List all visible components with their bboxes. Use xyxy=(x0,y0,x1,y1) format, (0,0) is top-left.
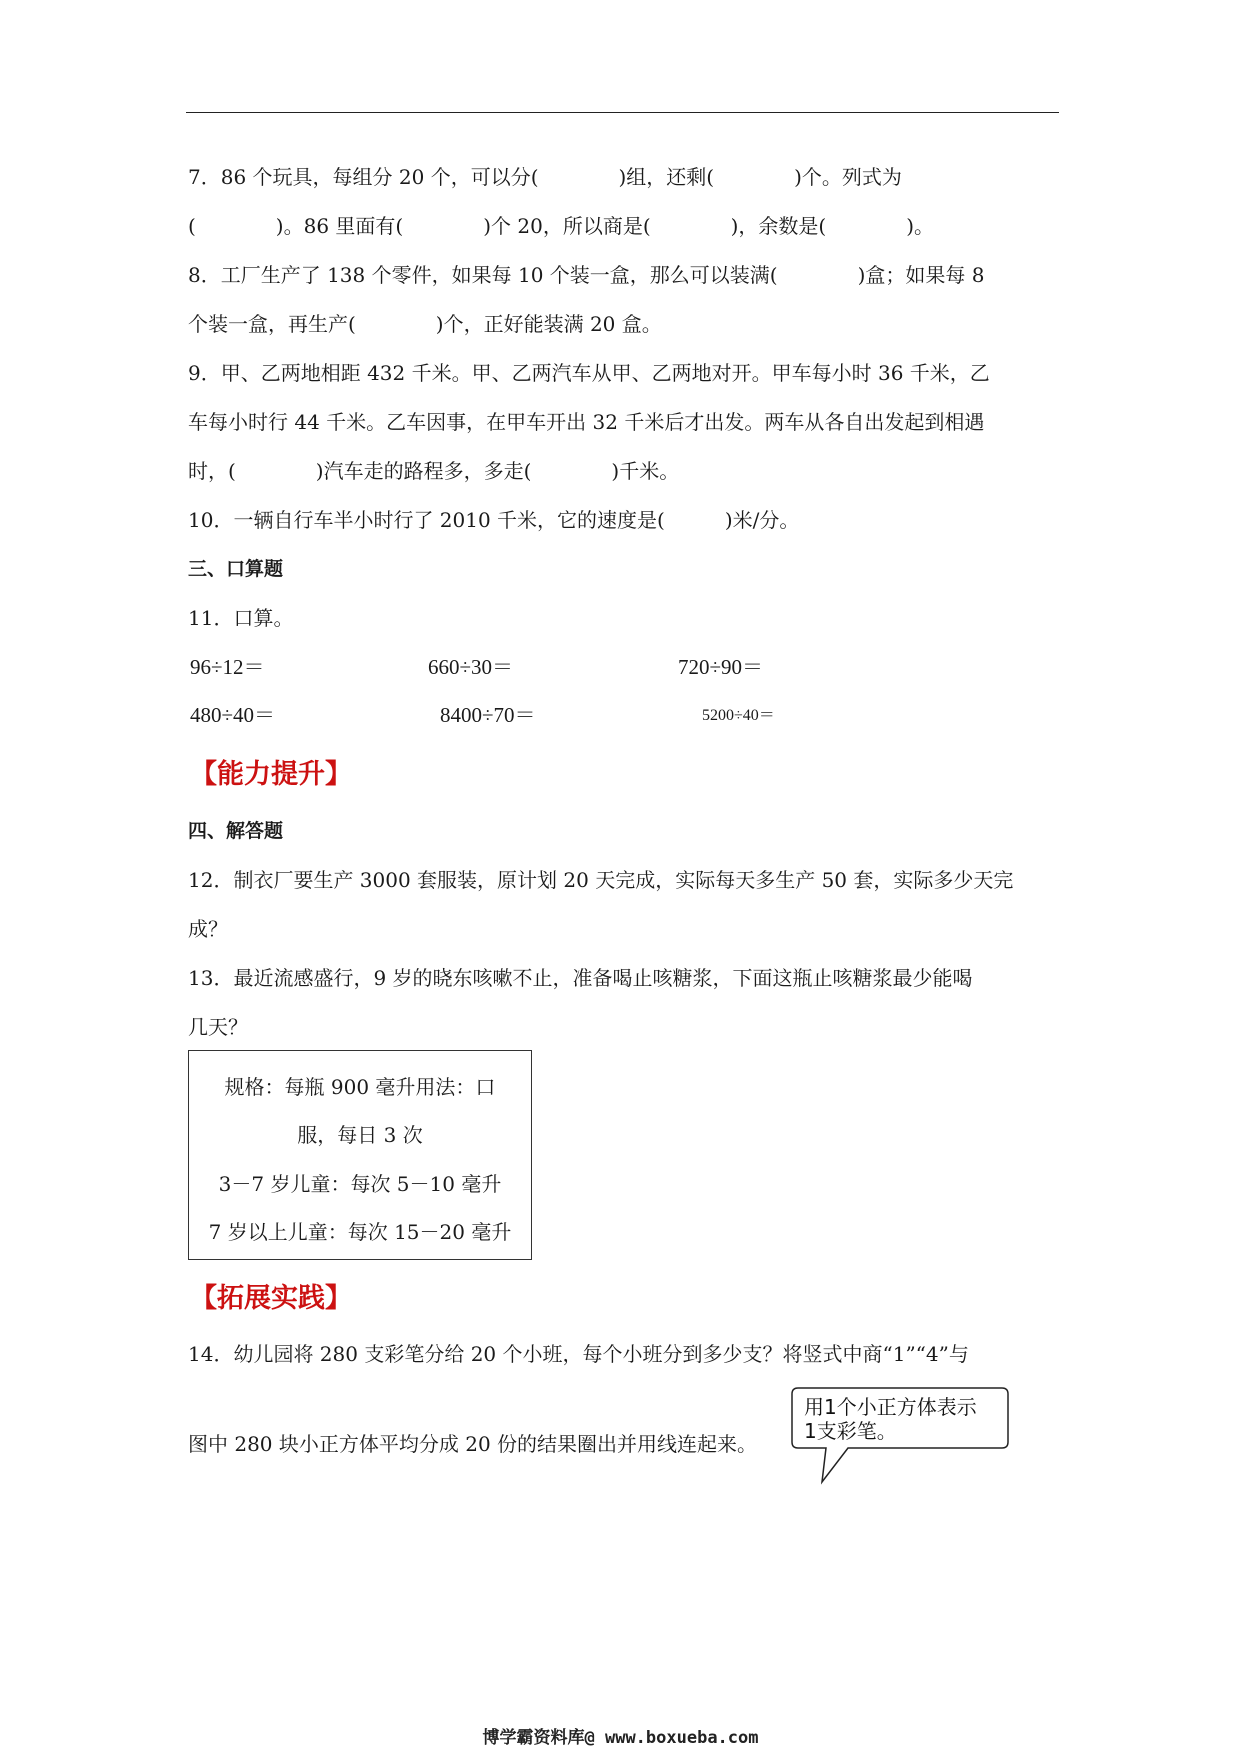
syrup-spec-box xyxy=(188,1050,532,1260)
calc-item: 5200÷40＝ xyxy=(702,707,775,724)
q12-line2: 成？ xyxy=(188,917,228,941)
bubble-line-1: 用1个小正方体表示 xyxy=(804,1395,977,1419)
calc-item: 480÷40＝ xyxy=(190,703,276,727)
calc-item: 720÷90＝ xyxy=(678,655,764,679)
q7-line2: ( )。86 里面有( )个 20，所以商是( )，余数是( )。 xyxy=(188,214,935,238)
q9-line1: 9．甲、乙两地相距 432 千米。甲、乙两汽车从甲、乙两地对开。甲车每小时 36 千米，乙 xyxy=(188,361,990,385)
q9-line2: 车每小时行 44 千米。乙车因事，在甲车开出 32 千米后才出发。两车从各自出发起到相遇 xyxy=(188,410,985,434)
q11-line: 11．口算。 xyxy=(188,606,294,630)
q12-line1: 12．制衣厂要生产 3000 套服装，原计划 20 天完成，实际每天多生产 50 套，实际多少天完 xyxy=(188,868,1014,892)
calc-item: 8400÷70＝ xyxy=(440,703,536,727)
spec-line-3: 3－7 岁儿童：每次 5－10 毫升 xyxy=(218,1172,502,1196)
q14-line2: 图中 280 块小正方体平均分成 20 份的结果圈出并用线连起来。 xyxy=(188,1432,758,1456)
header-rule xyxy=(186,112,1059,113)
calc-item: 660÷30＝ xyxy=(428,655,514,679)
q9-line3: 时，( )汽车走的路程多，多走( )千米。 xyxy=(188,459,680,483)
practice-heading: 【拓展实践】 xyxy=(190,1283,352,1314)
spec-line-4: 7 岁以上儿童：每次 15－20 毫升 xyxy=(208,1220,512,1244)
bubble-line-2: 1支彩笔。 xyxy=(804,1419,897,1443)
spec-line-1: 规格：每瓶 900 毫升用法：口 xyxy=(224,1075,496,1099)
spec-line-2: 服，每日 3 次 xyxy=(297,1123,423,1147)
q10-line: 10．一辆自行车半小时行了 2010 千米，它的速度是( )米/分。 xyxy=(188,508,800,532)
q14-line1: 14．幼儿园将 280 支彩笔分给 20 个小班，每个小班分到多少支？将竖式中商“1”“4”与 xyxy=(188,1342,969,1366)
ability-heading: 【能力提升】 xyxy=(190,759,352,790)
footer-watermark: 博学霸资料库@ www.boxueba.com xyxy=(482,1728,759,1748)
section-3-heading: 三、口算题 xyxy=(188,558,284,580)
q13-line1: 13．最近流感盛行，9 岁的晓东咳嗽不止，准备喝止咳糖浆，下面这瓶止咳糖浆最少能喝 xyxy=(188,966,973,990)
calc-item: 96÷12＝ xyxy=(190,655,265,679)
q8-line1: 8．工厂生产了 138 个零件，如果每 10 个装一盒，那么可以装满( )盒；如果每 8 xyxy=(188,263,985,287)
section-4-heading: 四、解答题 xyxy=(188,820,284,842)
q13-line2: 几天？ xyxy=(188,1015,248,1039)
q7-line1: 7．86 个玩具，每组分 20 个，可以分( )组，还剩( )个。列式为 xyxy=(188,165,902,189)
speech-bubble xyxy=(790,1386,1010,1486)
q8-line2: 个装一盒，再生产( )个，正好能装满 20 盒。 xyxy=(188,312,662,336)
